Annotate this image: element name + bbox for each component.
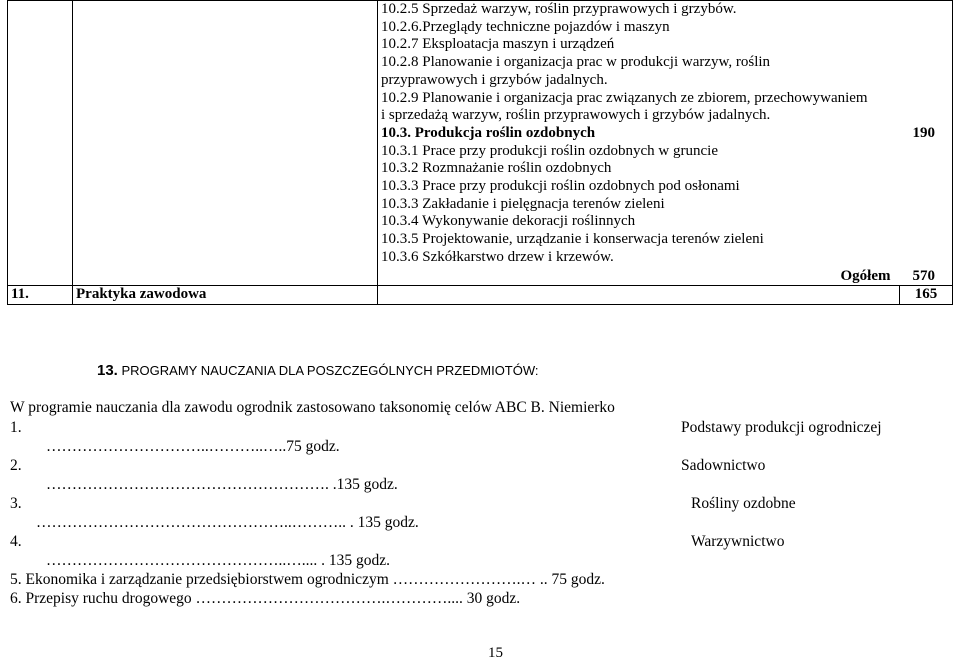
row-name: Praktyka zawodowa: [73, 286, 378, 305]
table-row: [8, 286, 953, 305]
subject-number: 3.: [10, 495, 22, 512]
list-item: 10.3.6 Szkółkarstwo drzew i krzewów.: [381, 248, 614, 265]
list-item: 10.2.6.Przeglądy techniczne pojazdów i maszyn: [381, 18, 670, 35]
row-hours: 165: [900, 286, 953, 305]
list-item: 10.3.4 Wykonywanie dekoracji roślinnych: [381, 213, 636, 230]
section-heading-row: [381, 125, 949, 143]
section-number: 13.: [97, 362, 118, 379]
subject-hours: …………………………..………..…..75 godz.: [46, 438, 340, 455]
section-heading: 10.3. Produkcja roślin ozdobnych: [381, 124, 596, 141]
list-item: 10.3.2 Rozmnażanie roślin ozdobnych: [381, 160, 612, 177]
section-hours: 190: [912, 124, 935, 141]
list-item: i sprzedażą warzyw, roślin przyprawowych i grzybów jadalnych.: [381, 107, 771, 124]
intro-paragraph: W programie nauczania dla zawodu ogrodnik zastosowano taksonomię celów ABC B. Niemierko: [10, 399, 615, 416]
list-item: 10.2.7 Eksploatacja maszyn i urządzeń: [381, 36, 615, 53]
list-item: 10.3.3 Zakładanie i pielęgnacja terenów zieleni: [381, 195, 665, 212]
subject-name: Warzywnictwo: [691, 533, 785, 550]
table-cell-empty: [8, 1, 73, 286]
list-item: 10.3.1 Prace przy produkcji roślin ozdobnych w gruncie: [381, 142, 718, 159]
subject-line: 6. Przepisy ruchu drogowego ……………………………….………….... 30 godz.: [10, 590, 521, 607]
subject-hours: ………………………………………..….... . 135 godz.: [46, 552, 391, 569]
subject-name: Rośliny ozdobne: [691, 495, 796, 512]
subject-line: 5. Ekonomika i zarządzanie przedsiębiorstwem ogrodniczym …………………….… .. 75 godz.: [10, 571, 605, 588]
total-row: [381, 268, 949, 286]
subject-name: Sadownictwo: [681, 457, 766, 474]
page-number: 15: [488, 645, 503, 661]
subject-hours: …………………………………………..……….. . 135 godz.: [36, 514, 419, 531]
table-cell-empty: [378, 286, 900, 305]
subject-number: 4.: [10, 533, 22, 550]
section-title-text: PROGRAMY NAUCZANIA DLA POSZCZEGÓLNYCH PRZEDMIOTÓW:: [121, 363, 539, 378]
subject-number: 1.: [10, 419, 22, 436]
row-number: 11.: [8, 286, 73, 305]
subject-name: Podstawy produkcji ogrodniczej: [681, 419, 882, 436]
subject-hours: ………………………………………………. .135 godz.: [46, 476, 398, 493]
curriculum-table: [7, 0, 953, 305]
list-item: 10.3.5 Projektowanie, urządzanie i konserwacja terenów zieleni: [381, 231, 764, 248]
table-row: [8, 1, 953, 286]
list-item: 10.2.8 Planowanie i organizacja prac w produkcji warzyw, roślin: [381, 54, 771, 71]
total-value: 570: [912, 267, 935, 284]
subject-number: 2.: [10, 457, 22, 474]
table-cell-empty: [73, 1, 378, 286]
list-item: przyprawowych i grzybów jadalnych.: [381, 71, 608, 88]
list-item: 10.2.9 Planowanie i organizacja prac związanych ze zbiorem, przechowywaniem: [381, 89, 868, 106]
section-content-cell: [378, 1, 953, 286]
total-label: Ogółem: [840, 267, 891, 284]
section-title: [97, 362, 539, 379]
list-item: 10.3.3 Prace przy produkcji roślin ozdobnych pod osłonami: [381, 178, 740, 195]
list-item: 10.2.5 Sprzedaż warzyw, roślin przyprawowych i grzybów.: [381, 1, 737, 17]
